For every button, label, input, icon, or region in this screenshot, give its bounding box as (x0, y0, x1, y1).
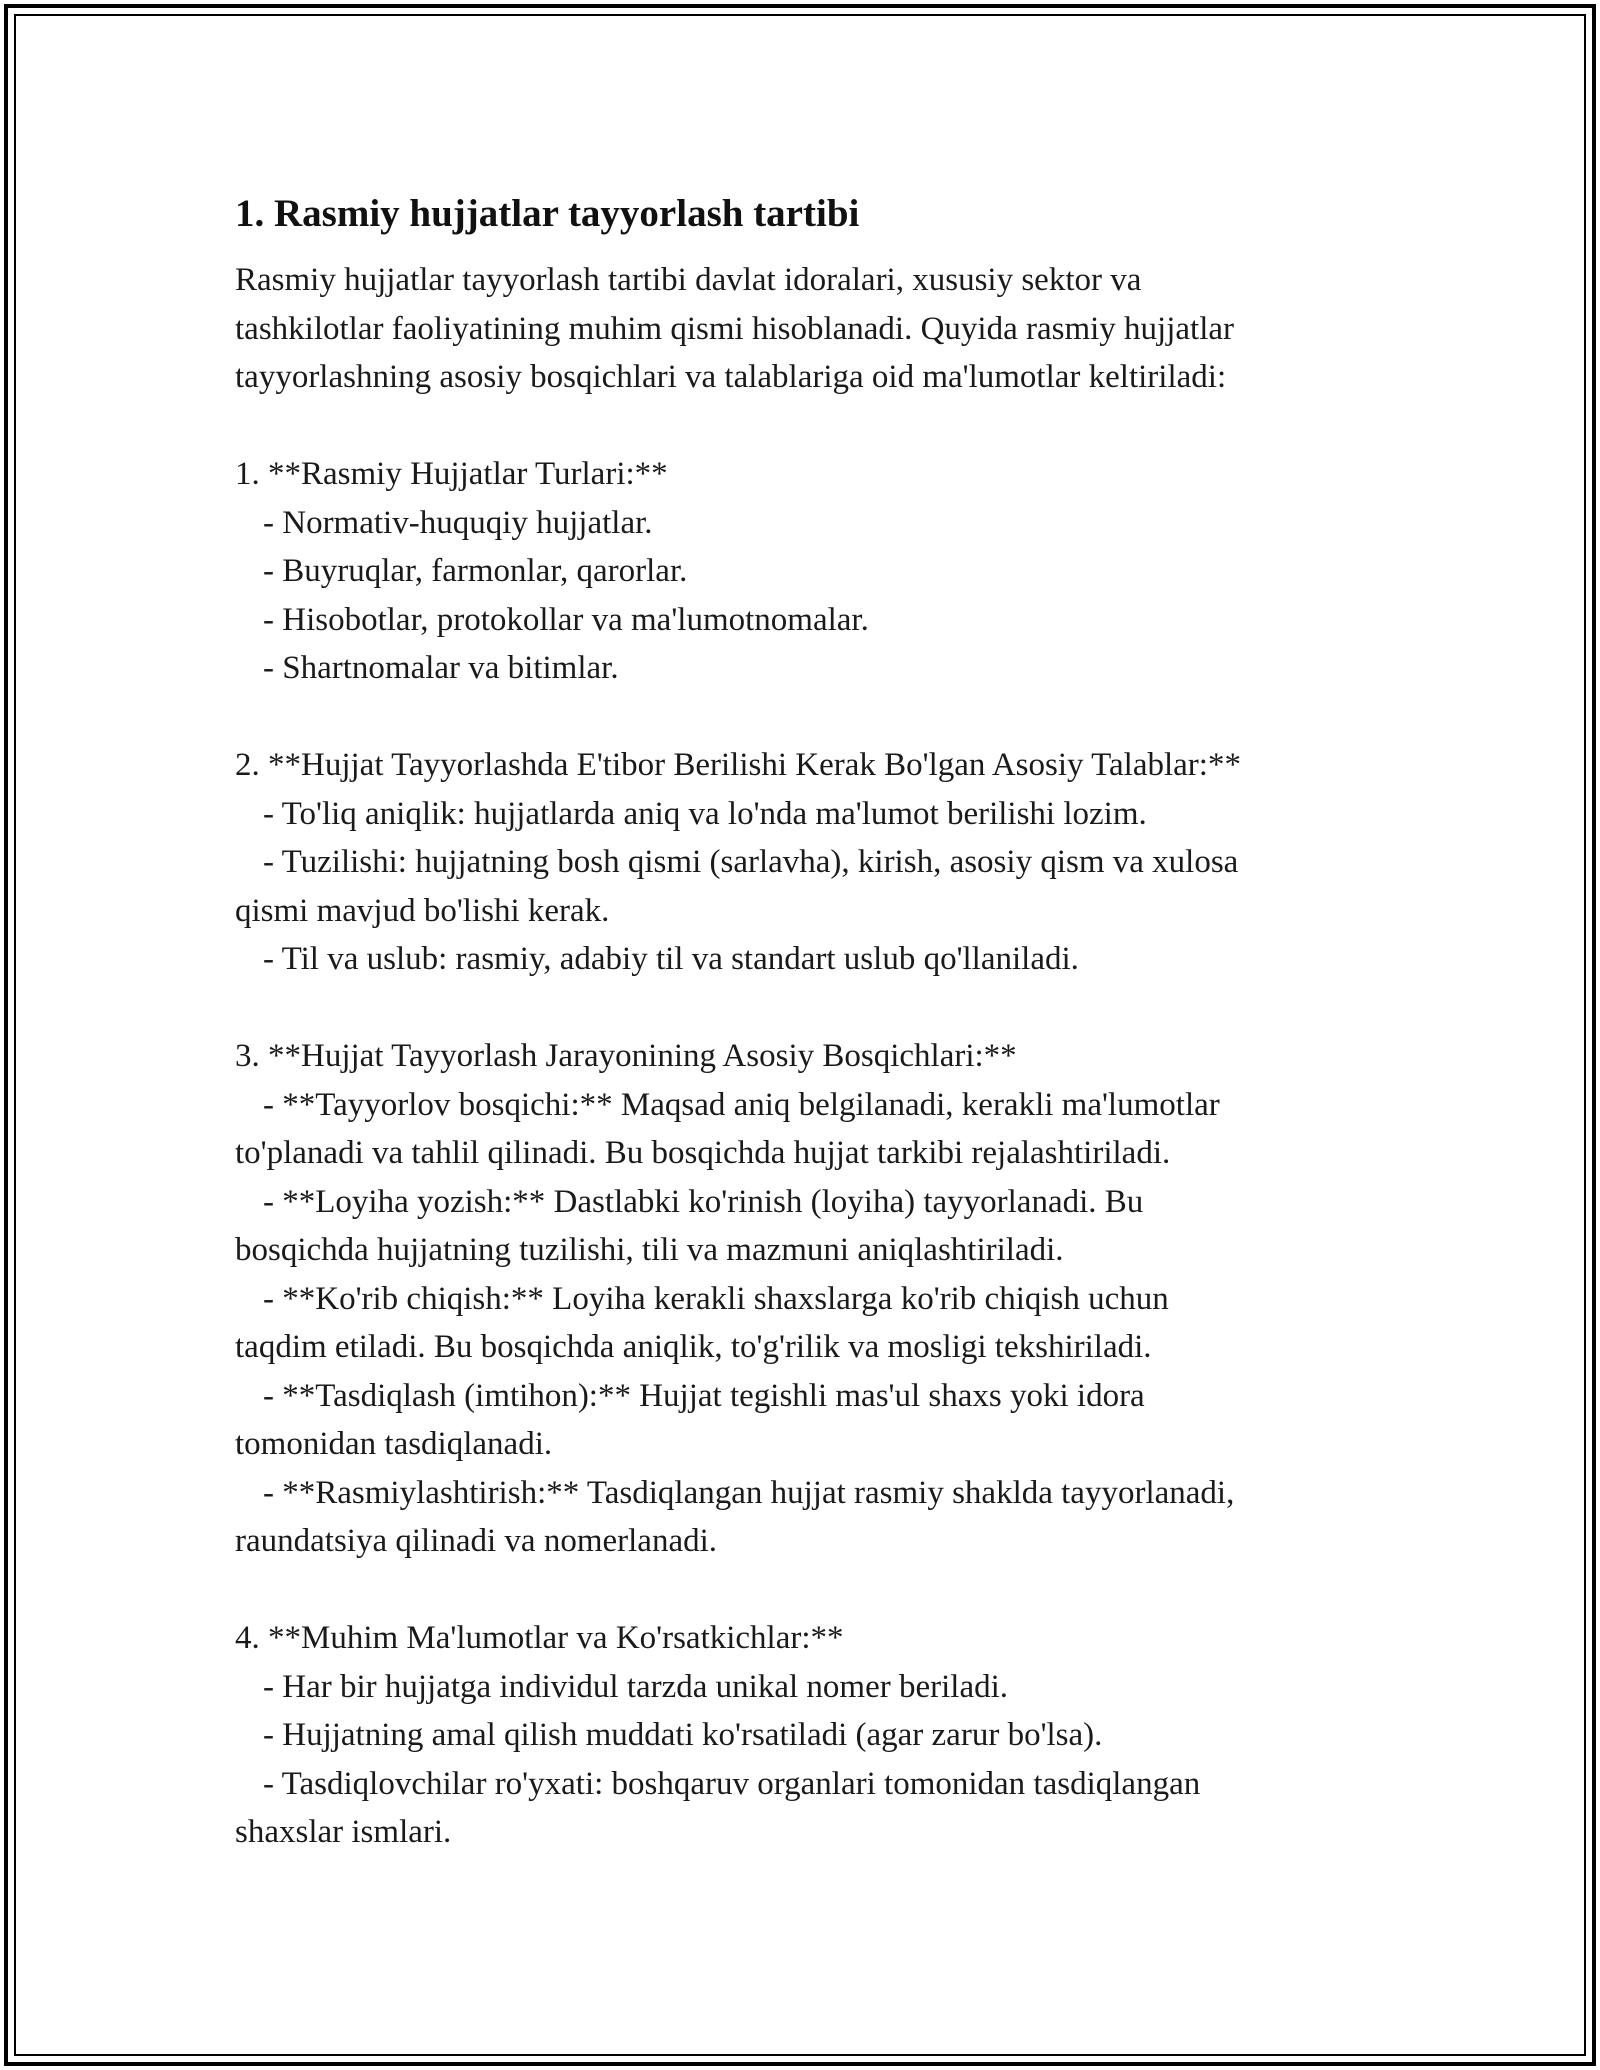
section-line: - Buyruqlar, farmonlar, qarorlar. (263, 553, 688, 589)
section-heading: 3. **Hujjat Tayyorlash Jarayonining Asosiy Bosqichlari:** (235, 1038, 1017, 1074)
section-line: shaxslar ismlari. (235, 1814, 452, 1850)
section-line: - Tuzilishi: hujjatning bosh qismi (sarlavha), kirish, asosiy qism va xulosa (263, 844, 1239, 880)
section-line: - **Loyiha yozish:** Dastlabki ko'rinish (loyiha) tayyorlanadi. Bu (263, 1183, 1144, 1220)
section-line: bosqichda hujjatning tuzilishi, tili va mazmuni aniqlashtiriladi. (235, 1232, 1064, 1268)
section-line: - Til va uslub: rasmiy, adabiy til va standart uslub qo'llaniladi. (263, 941, 1079, 977)
section-line: qismi mavjud bo'lishi kerak. (235, 892, 610, 929)
document-title: 1. Rasmiy hujjatlar tayyorlash tartibi (235, 192, 860, 235)
section-line: - Hujjatning amal qilish muddati ko'rsatiladi (agar zarur bo'lsa). (263, 1717, 1103, 1753)
intro-paragraph (235, 256, 1385, 402)
section-3 (235, 1032, 1385, 1566)
document-body (235, 188, 1385, 1857)
section-line: - Hisobotlar, protokollar va ma'lumotnomalar. (263, 601, 869, 638)
section-line: tomonidan tasdiqlanadi. (235, 1426, 553, 1462)
section-1 (235, 450, 1385, 693)
section-heading: 4. **Muhim Ma'lumotlar va Ko'rsatkichlar:** (235, 1620, 844, 1656)
section-line: raundatsiya qilinadi va nomerlanadi. (235, 1523, 718, 1559)
section-line: - **Ko'rib chiqish:** Loyiha kerakli shaxslarga ko'rib chiqish uchun (263, 1280, 1169, 1317)
section-4 (235, 1614, 1385, 1857)
sections-container (235, 402, 1385, 1857)
section-2 (235, 741, 1385, 984)
section-heading: 1. **Rasmiy Hujjatlar Turlari:** (235, 456, 668, 492)
section-spacer (235, 984, 1385, 1033)
section-spacer (235, 402, 1385, 451)
intro-line: tashkilotlar faoliyatining muhim qismi hisoblanadi. Quyida rasmiy hujjatlar (235, 310, 1235, 347)
section-line: - **Rasmiylashtirish:** Tasdiqlangan hujjat rasmiy shaklda tayyorlanadi, (263, 1474, 1235, 1511)
section-line: to'planadi va tahlil qilinadi. Bu bosqichda hujjat tarkibi rejalashtiriladi. (235, 1135, 1171, 1171)
intro-line: tayyorlashning asosiy bosqichlari va talablariga oid ma'lumotlar keltiriladi: (235, 359, 1227, 395)
section-line: - Shartnomalar va bitimlar. (263, 650, 619, 686)
section-line: - To'liq aniqlik: hujjatlarda aniq va lo'nda ma'lumot berilishi lozim. (263, 795, 1147, 832)
section-line: - Har bir hujjatga individul tarzda unikal nomer beriladi. (263, 1668, 1009, 1705)
section-line: - Normativ-huquqiy hujjatlar. (263, 504, 653, 541)
section-line: - **Tayyorlov bosqichi:** Maqsad aniq belgilanadi, kerakli ma'lumotlar (263, 1086, 1220, 1123)
section-spacer (235, 693, 1385, 742)
section-heading: 2. **Hujjat Tayyorlashda E'tibor Berilishi Kerak Bo'lgan Asosiy Talablar:** (235, 747, 1241, 783)
section-line: - **Tasdiqlash (imtihon):** Hujjat tegishli mas'ul shaxs yoki idora (263, 1377, 1145, 1414)
section-spacer (235, 1566, 1385, 1615)
section-line: - Tasdiqlovchilar ro'yxati: boshqaruv organlari tomonidan tasdiqlangan (263, 1765, 1201, 1802)
intro-line: Rasmiy hujjatlar tayyorlash tartibi davlat idoralari, xususiy sektor va (235, 262, 1142, 298)
section-line: taqdim etiladi. Bu bosqichda aniqlik, to'g'rilik va mosligi tekshiriladi. (235, 1329, 1152, 1365)
